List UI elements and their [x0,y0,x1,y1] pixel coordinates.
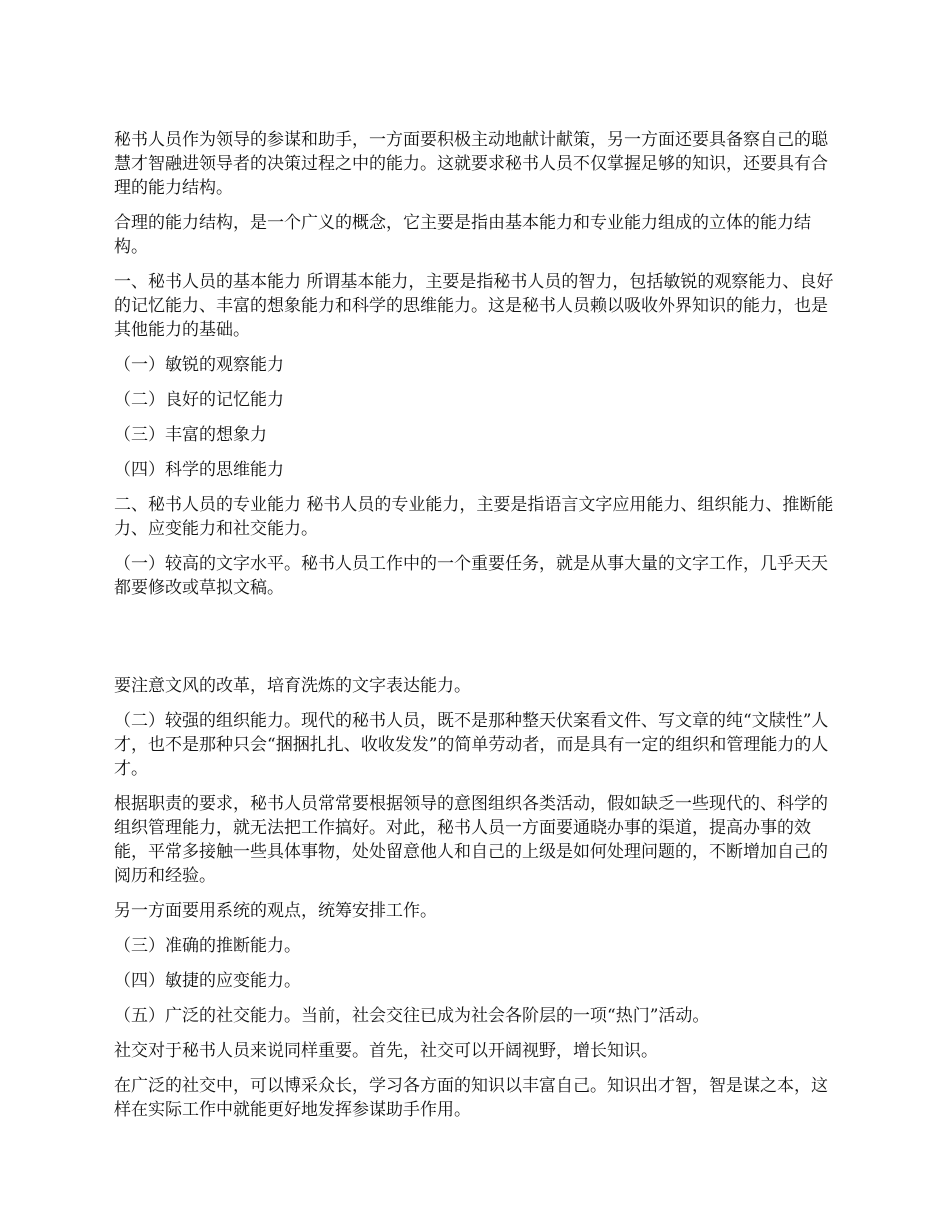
paragraph-ability-structure: 合理的能力结构，是一个广义的概念，它主要是指由基本能力和专业能力组成的立体的能力结构。 [114,213,811,257]
list-item-imagination: （三）丰富的想象力 [114,425,267,445]
paragraph-job-requirements: 根据职责的要求，秘书人员常常要根据领导的意图组织各类活动，假如缺乏一些现代的、科学的组织管理能力，就无法把工作搞好。对此，秘书人员一方面要通晓办事的渠道，提高办事的效能，平常多接触一些具体事物，处处留意他人和自己的上级是如何处理问题的，不断增加自己的阅历和经验。 [114,794,828,886]
paragraph-social-benefits: 在广泛的社交中，可以博采众长，学习各方面的知识以丰富自己。知识出才智，智是谋之本，这样在实际工作中就能更好地发挥参谋助手作用。 [114,1076,828,1120]
list-item-memory: （二）良好的记忆能力 [114,390,284,410]
text-block-upper [114,128,840,611]
paragraph-writing-style: 要注意文风的改革，培育洗炼的文字表达能力。 [114,676,471,696]
list-item-thinking: （四）科学的思维能力 [114,460,284,480]
paragraph-intro: 秘书人员作为领导的参谋和助手，一方面要积极主动地献计献策，另一方面还要具备察自己的聪慧才智融进领导者的决策过程之中的能力。这就要求秘书人员不仅掌握足够的知识，还要具有合理的能力结构。 [114,130,828,198]
paragraph-organization: （二）较强的组织能力。现代的秘书人员，既不是那种整天伏案看文件、写文章的纯“文牍性”人才，也不是那种只会“捆捆扎扎、收收发发”的简单劳动者，而是具有一定的组织和管理能力的人才。 [114,711,829,779]
paragraph-basic-abilities: 一、秘书人员的基本能力 所谓基本能力，主要是指秘书人员的智力，包括敏锐的观察能力、良好的记忆能力、丰富的想象能力和科学的思维能力。这是秘书人员赖以吸收外界知识的能力，也是其他能力的基础。 [114,272,834,340]
paragraph-social-importance: 社交对于秘书人员来说同样重要。首先，社交可以开阔视野，增长知识。 [114,1041,658,1061]
text-block-lower [114,674,840,1133]
list-item-observation: （一）敏锐的观察能力 [114,355,284,375]
paragraph-systematic-view: 另一方面要用系统的观点，统筹安排工作。 [114,901,437,921]
list-item-judgment: （三）准确的推断能力。 [114,936,301,956]
list-item-adaptability: （四）敏捷的应变能力。 [114,971,301,991]
paragraph-social-ability: （五）广泛的社交能力。当前，社会交往已成为社会各阶层的一项“热门”活动。 [114,1006,710,1026]
paragraph-professional-abilities: 二、秘书人员的专业能力 秘书人员的专业能力，主要是指语言文字应用能力、组织能力、推断能力、应变能力和社交能力。 [114,495,834,539]
paragraph-writing-level: （一）较高的文字水平。秘书人员工作中的一个重要任务，就是从事大量的文字工作，几乎天天都要修改或草拟文稿。 [114,554,828,598]
